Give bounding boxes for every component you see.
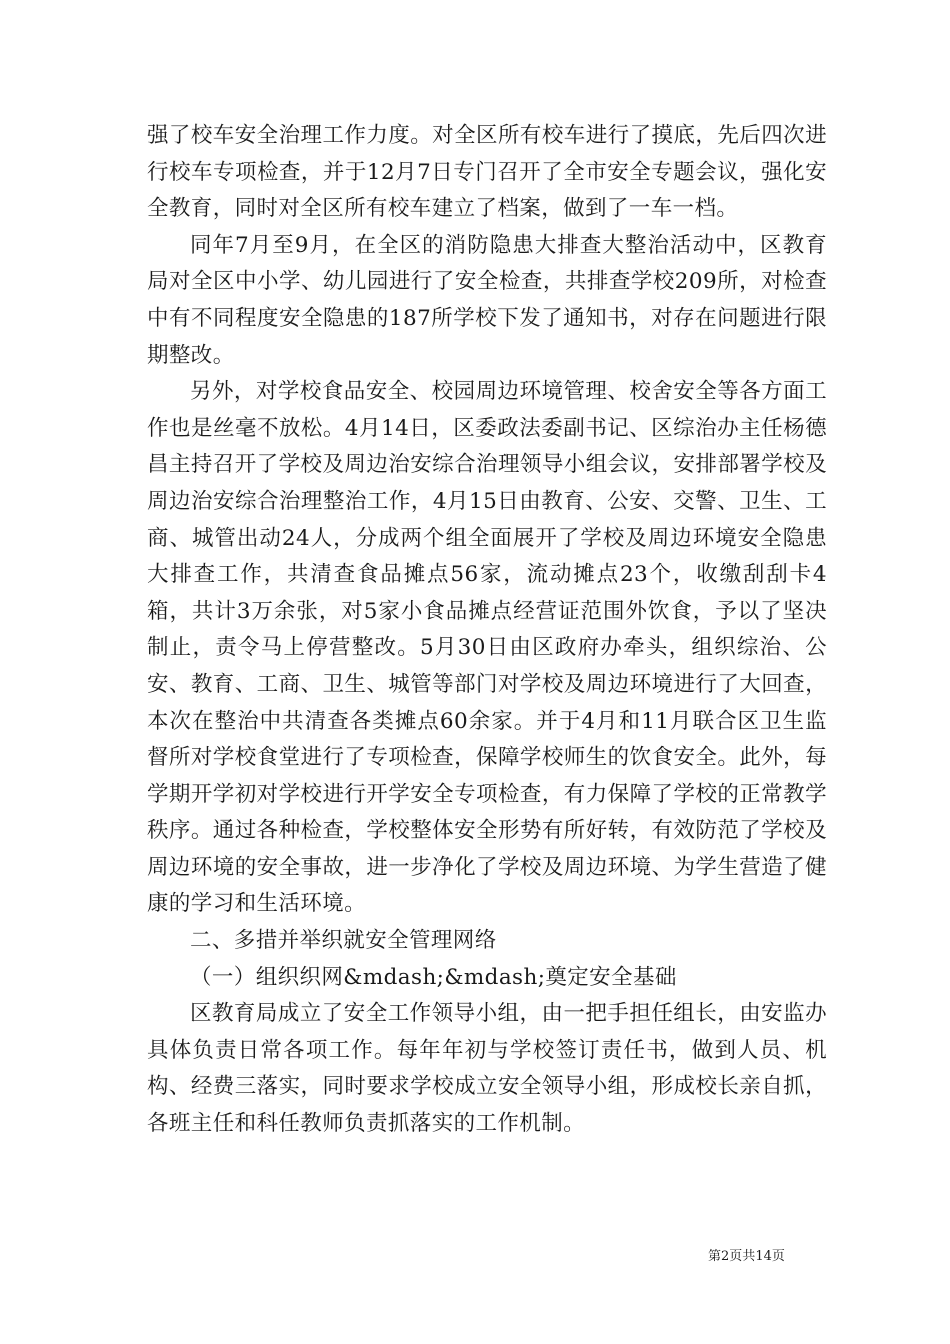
paragraph-safety-leadership-group: 区教育局成立了安全工作领导小组，由一把手担任组长，由安监办具体负责日常各项工作。每年年初与学校签订责任书，做到人员、机构、经费三落实，同时要求学校成立安全领导小组，形成校长亲自抓，各班主任和科任教师负责抓落实的工作机制。 [147,1001,827,1137]
footer-prefix: 第 [708,1249,722,1264]
paragraph-fire-hazard-inspection: 同年7月至9月，在全区的消防隐患大排查大整治活动中，区教育局对全区中小学、幼儿园进行了安全检查，共排查学校209所，对检查中有不同程度安全隐患的187所学校下发了通知书，对存在问题进行限期整改。 [147,232,827,368]
subsection-heading-1: （一）组织织网&mdash;&mdash;奠定安全基础 [190,964,677,990]
footer-suffix: 页 [771,1249,785,1264]
footer-middle: 页共 [729,1249,756,1264]
document-body [147,118,827,1143]
paragraph-school-bus-safety: 强了校车安全治理工作力度。对全区所有校车进行了摸底，先后四次进行校车专项检查，并于12月7日专门召开了全市安全专题会议，强化安全教育，同时对全区所有校车建立了档案，做到了一车一档。 [147,123,827,222]
paragraph-food-and-environment-safety: 另外，对学校食品安全、校园周边环境管理、校舍安全等各方面工作也是丝毫不放松。4月14日，区委政法委副书记、区综治办主任杨德昌主持召开了学校及周边治安综合治理领导小组会议，安排部署学校及周边治安综合治理整治工作，4月15日由教育、公安、交警、卫生、工商、城管出动24人，分成两个组全面展开了学校及周边环境安全隐患大排查工作，共清查食品摊点56家，流动摊点23个，收缴刮刮卡4箱，共计3万余张，对5家小食品摊点经营证范围外饮食，予以了坚决制止，责令马上停营整改。5月30日由区政府办牵头，组织综治、公安、教育、工商、卫生、城管等部门对学校及周边环境进行了大回查，本次在整治中共清查各类摊点60余家。并于4月和11月联合区卫生监督所对学校食堂进行了专项检查，保障学校师生的饮食安全。此外，每学期开学初对学校进行开学安全专项检查，有力保障了学校的正常教学秩序。通过各种检查，学校整体安全形势有所好转，有效防范了学校及周边环境的安全事故，进一步净化了学校及周边环境、为学生营造了健康的学习和生活环境。 [147,379,827,917]
section-heading-2: 二、多措并举织就安全管理网络 [190,928,497,954]
page-number-footer [708,1249,828,1265]
footer-total-pages: 14 [755,1249,772,1264]
footer-current-page: 2 [721,1249,730,1264]
